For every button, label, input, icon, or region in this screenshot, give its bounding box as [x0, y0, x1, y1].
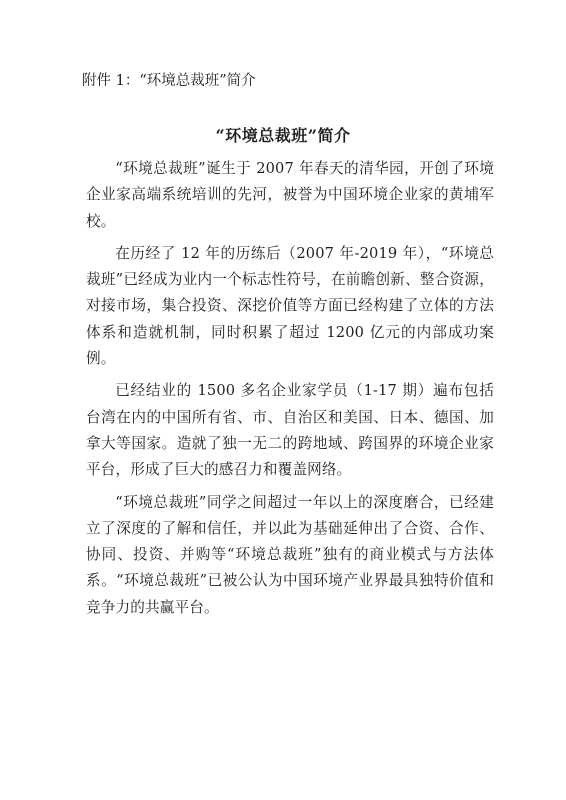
- document-body: [86, 156, 494, 627]
- paragraph: 在历经了 12 年的历练后（2007 年-2019 年），“环境总裁班”已经成为业内一个标志性符号，在前瞻创新、整合资源，对接市场，集合投资、深挖价值等方面已经构建了立体的方法体系和造就机制，同时积累了超过 1200 亿元的内部成功案例。: [86, 244, 494, 368]
- attachment-label: 附件 1：“环境总裁班”简介: [82, 73, 256, 89]
- paragraph: “环境总裁班”同学之间超过一年以上的深度磨合，已经建立了深度的了解和信任，并以此为基础延伸出了合资、合作、协同、投资、并购等“环境总裁班”独有的商业模式与方法体系。“环境总裁班”已被公认为中国环境产业界最具独特价值和竞争力的共赢平台。: [86, 493, 494, 616]
- paragraph: “环境总裁班”诞生于 2007 年春天的清华园，开创了环境企业家高端系统培训的先河，被誉为中国环境企业家的黄埔军校。: [86, 160, 494, 230]
- document-title: “环境总裁班”简介: [215, 126, 351, 145]
- paragraph: 已经结业的 1500 多名企业家学员（1-17 期）遍布包括台湾在内的中国所有省、市、自治区和美国、日本、德国、加拿大等国家。造就了独一无二的跨地域、跨国界的环境企业家平台，形成了巨大的感召力和覆盖网络。: [86, 382, 494, 479]
